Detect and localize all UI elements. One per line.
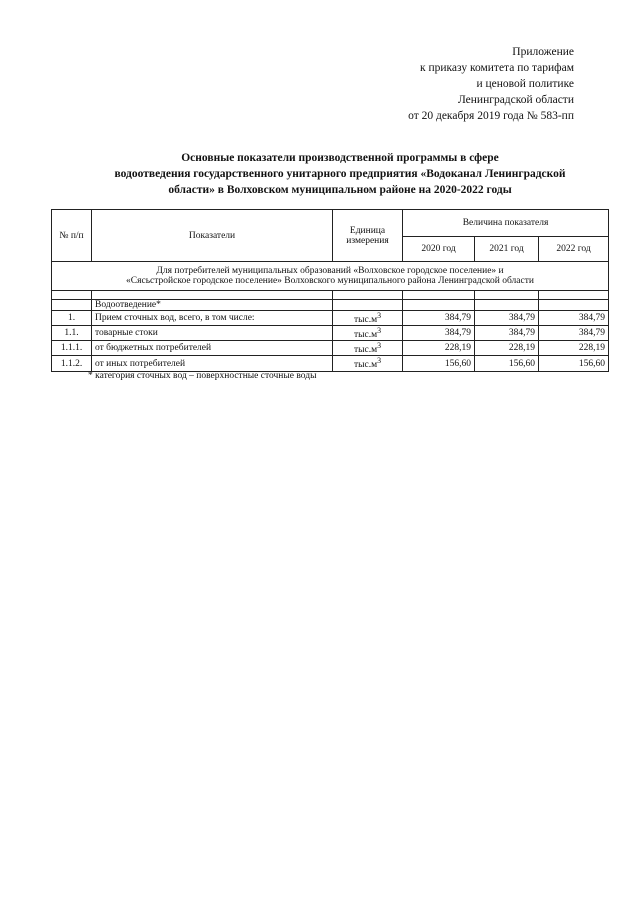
unit-text: тыс.м — [353, 315, 378, 326]
empty-cell — [403, 291, 475, 300]
unit-text: тыс.м — [353, 345, 378, 356]
empty-cell — [403, 300, 475, 311]
header-unit: Единица измерения — [333, 210, 403, 262]
empty-cell — [539, 291, 609, 300]
row-value-2022: 156,60 — [539, 356, 609, 371]
header-year-2022: 2022 год — [539, 237, 609, 262]
empty-cell — [92, 291, 333, 300]
empty-cell — [52, 291, 92, 300]
indicators-table — [51, 209, 609, 372]
appendix-line: Приложение — [512, 46, 574, 58]
row-num: 1.1.1. — [52, 341, 92, 356]
table-row — [52, 356, 609, 371]
row-value-2021: 384,79 — [475, 326, 539, 341]
empty-cell — [333, 300, 403, 311]
document-title — [60, 150, 620, 198]
row-value-2020: 228,19 — [403, 341, 475, 356]
row-unit — [333, 356, 403, 371]
row-value-2020: 384,79 — [403, 311, 475, 326]
row-indicator: товарные стоки — [92, 326, 333, 341]
row-indicator: от бюджетных потребителей — [92, 341, 333, 356]
appendix-line: от 20 декабря 2019 года № 583-пп — [408, 110, 574, 122]
header-year-2020: 2020 год — [403, 237, 475, 262]
row-num: 1.1. — [52, 326, 92, 341]
unit-text: тыс.м — [353, 360, 378, 371]
appendix-line: и ценовой политике — [476, 78, 574, 90]
table-row — [52, 326, 609, 341]
appendix-block — [360, 44, 574, 124]
section-label: Водоотведение* — [92, 300, 333, 311]
empty-cell — [52, 300, 92, 311]
row-indicator: Прием сточных вод, всего, в том числе: — [92, 311, 333, 326]
group-row-line: Для потребителей муниципальных образований «Волховское городское поселение» и — [156, 266, 504, 276]
table-row — [52, 341, 609, 356]
row-indicator: от иных потребителей — [92, 356, 333, 371]
unit-text: тыс.м — [353, 330, 378, 341]
empty-cell — [539, 300, 609, 311]
title-line: водоотведения государственного унитарного предприятия «Водоканал Ленинградской — [114, 168, 566, 180]
group-row — [52, 262, 609, 291]
appendix-line: Ленинградской области — [457, 94, 574, 106]
unit-sup: 3 — [377, 311, 382, 320]
header-num: № п/п — [52, 210, 92, 262]
row-value-2021: 384,79 — [475, 311, 539, 326]
header-value-group: Величина показателя — [403, 210, 609, 237]
footnote: * категория сточных вод – поверхностные сточные воды — [88, 371, 317, 381]
group-row-line: «Сясьстройское городское поселение» Волховского муниципального района Ленинградской области — [126, 276, 534, 286]
title-line: области» в Волховском муниципальном районе на 2020-2022 годы — [168, 184, 512, 196]
empty-cell — [333, 291, 403, 300]
row-unit — [333, 311, 403, 326]
header-indicator: Показатели — [92, 210, 333, 262]
appendix-line: к приказу комитета по тарифам — [420, 62, 574, 74]
empty-cell — [475, 300, 539, 311]
row-value-2022: 228,19 — [539, 341, 609, 356]
unit-sup: 3 — [377, 356, 382, 366]
empty-cell — [475, 291, 539, 300]
header-year-2021: 2021 год — [475, 237, 539, 262]
row-unit — [333, 326, 403, 341]
row-value-2022: 384,79 — [539, 311, 609, 326]
row-value-2021: 156,60 — [475, 356, 539, 371]
row-num: 1. — [52, 311, 92, 326]
row-value-2021: 228,19 — [475, 341, 539, 356]
unit-sup: 3 — [377, 326, 382, 336]
unit-sup: 3 — [377, 341, 382, 351]
table-row — [52, 311, 609, 326]
title-line: Основные показатели производственной программы в сфере — [181, 152, 499, 164]
row-num: 1.1.2. — [52, 356, 92, 371]
row-unit — [333, 341, 403, 356]
row-value-2020: 384,79 — [403, 326, 475, 341]
row-value-2020: 156,60 — [403, 356, 475, 371]
row-value-2022: 384,79 — [539, 326, 609, 341]
